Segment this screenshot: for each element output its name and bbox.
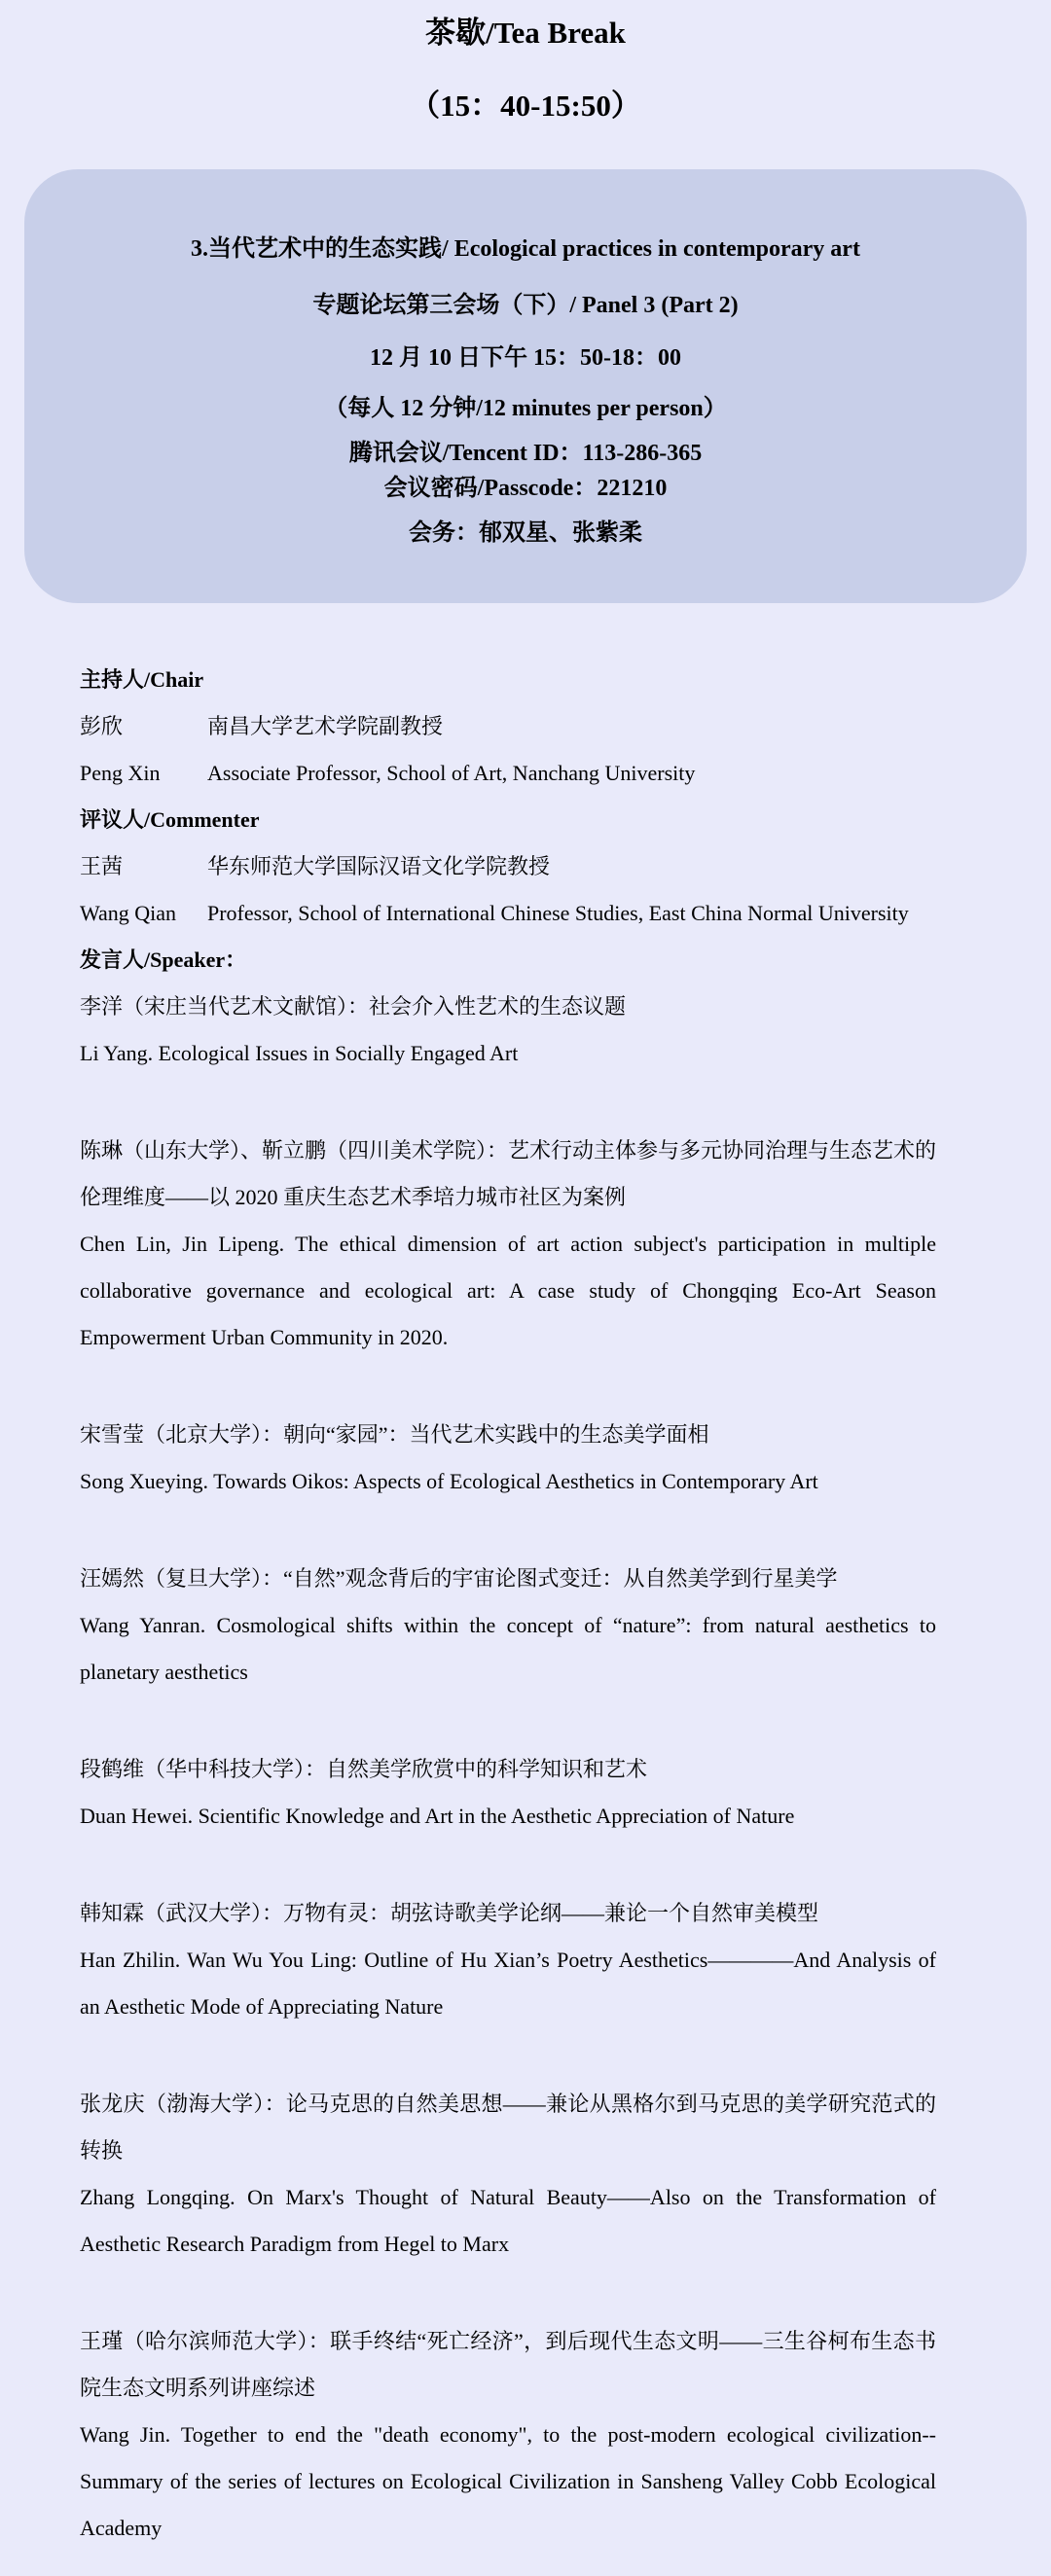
commenter-row-en	[80, 890, 936, 937]
speaker-entry	[80, 984, 936, 1077]
speaker-title-en: Wang Jin. Together to end the "death economy", to the post-modern ecological civilization--Summary of the series of lectures on Ecological Civilization in Sansheng Valley Cobb Ecological Academy	[80, 2422, 936, 2540]
speaker-title-cn: 王瑾（哈尔滨师范大学）：联手终结“死亡经济”，到后现代生态文明——三生谷柯布生态书院生态文明系列讲座综述	[80, 2329, 936, 2400]
section-header	[0, 0, 1051, 127]
speaker-title-en: Li Yang. Ecological Issues in Socially Engaged Art	[80, 1041, 519, 1065]
speaker-entry	[80, 2081, 936, 2268]
speaker-entry	[80, 1127, 936, 1361]
speaker-entry	[80, 1556, 936, 1696]
panel-session: 专题论坛第三会场（下）/ Panel 3 (Part 2)	[312, 293, 739, 318]
chair-name-cn: 彭欣	[80, 714, 124, 738]
speaker-entry	[80, 2318, 936, 2552]
commenter-name-en: Wang Qian	[80, 901, 177, 925]
speaker-entry	[80, 1412, 936, 1505]
commenter-affiliation-cn: 华东师范大学国际汉语文化学院教授	[207, 854, 551, 878]
chair-affiliation-en: Associate Professor, School of Art, Nanchang University	[207, 761, 696, 785]
speaker-entry	[80, 1890, 936, 2030]
speaker-title-en: Zhang Longqing. On Marx's Thought of Natural Beauty——Also on the Transformation of Aesthetic Research Paradigm from Hegel to Marx	[80, 2185, 936, 2256]
panel-info-card	[24, 169, 1027, 603]
commenter-affiliation-en: Professor, School of International Chinese Studies, East China Normal University	[207, 901, 909, 925]
speaker-title-cn: 韩知霖（武汉大学）：万物有灵：胡弦诗歌美学论纲——兼论一个自然审美模型	[80, 1901, 819, 1925]
chair-row-en	[80, 750, 936, 797]
speaker-title-en: Song Xueying. Towards Oikos: Aspects of Ecological Aesthetics in Contemporary Art	[80, 1469, 818, 1493]
commenter-heading: 评议人/Commenter	[80, 807, 260, 832]
chair-name-en: Peng Xin	[80, 761, 161, 785]
speaker-title-cn: 宋雪莹（北京大学）：朝向“家园”：当代艺术实践中的生态美学面相	[80, 1422, 709, 1447]
panel-passcode: 会议密码/Passcode：221210	[383, 476, 668, 501]
speaker-entry	[80, 1746, 936, 1840]
panel-time-per-person: （每人 12 分钟/12 minutes per person）	[324, 396, 727, 421]
panel-tencent-id: 腾讯会议/Tencent ID：113-286-365	[348, 441, 703, 466]
speaker-heading: 发言人/Speaker：	[80, 948, 247, 972]
speaker-title-en: Chen Lin, Jin Lipeng. The ethical dimension of art action subject's participation in multiple collaborative governance and ecological art: A case study of Chongqing Eco-Art Season Empowerment Urban Community in 2020.	[80, 1232, 936, 1349]
session-details	[80, 603, 936, 2552]
chair-heading: 主持人/Chair	[80, 667, 204, 692]
speaker-title-en: Wang Yanran. Cosmological shifts within the concept of “nature”: from natural aesthetics to planetary aesthetics	[80, 1613, 936, 1684]
speaker-title-cn: 汪嫣然（复旦大学）：“自然”观念背后的宇宙论图式变迁：从自然美学到行星美学	[80, 1566, 838, 1591]
tea-break-time: （15：40-15:50）	[410, 89, 641, 123]
commenter-row-cn	[80, 843, 936, 890]
speaker-title-cn: 张龙庆（渤海大学）：论马克思的自然美思想——兼论从黑格尔到马克思的美学研究范式的转换	[80, 2092, 936, 2163]
commenter-name-cn: 王茜	[80, 854, 124, 878]
panel-title: 3.当代艺术中的生态实践/ Ecological practices in contemporary art	[191, 236, 860, 262]
panel-datetime: 12 月 10 日下午 15：50-18：00	[370, 345, 681, 371]
tea-break-title: 茶歇/Tea Break	[425, 16, 626, 50]
speaker-title-cn: 陈琳（山东大学）、靳立鹏（四川美术学院）：艺术行动主体参与多元协同治理与生态艺术的伦理维度——以 2020 重庆生态艺术季培力城市社区为案例	[80, 1138, 937, 1209]
speaker-title-en: Duan Hewei. Scientific Knowledge and Art in the Aesthetic Appreciation of Nature	[80, 1804, 795, 1828]
speaker-title-cn: 李洋（宋庄当代艺术文献馆）：社会介入性艺术的生态议题	[80, 994, 627, 1019]
panel-staff: 会务：郁双星、张紫柔	[409, 520, 642, 546]
speaker-title-cn: 段鹤维（华中科技大学）：自然美学欣赏中的科学知识和艺术	[80, 1757, 648, 1781]
chair-row-cn	[80, 703, 936, 750]
speaker-title-en: Han Zhilin. Wan Wu You Ling: Outline of Hu Xian’s Poetry Aesthetics————And Analysis of an Aesthetic Mode of Appreciating Nature	[80, 1948, 936, 2019]
chair-affiliation-cn: 南昌大学艺术学院副教授	[207, 714, 444, 738]
